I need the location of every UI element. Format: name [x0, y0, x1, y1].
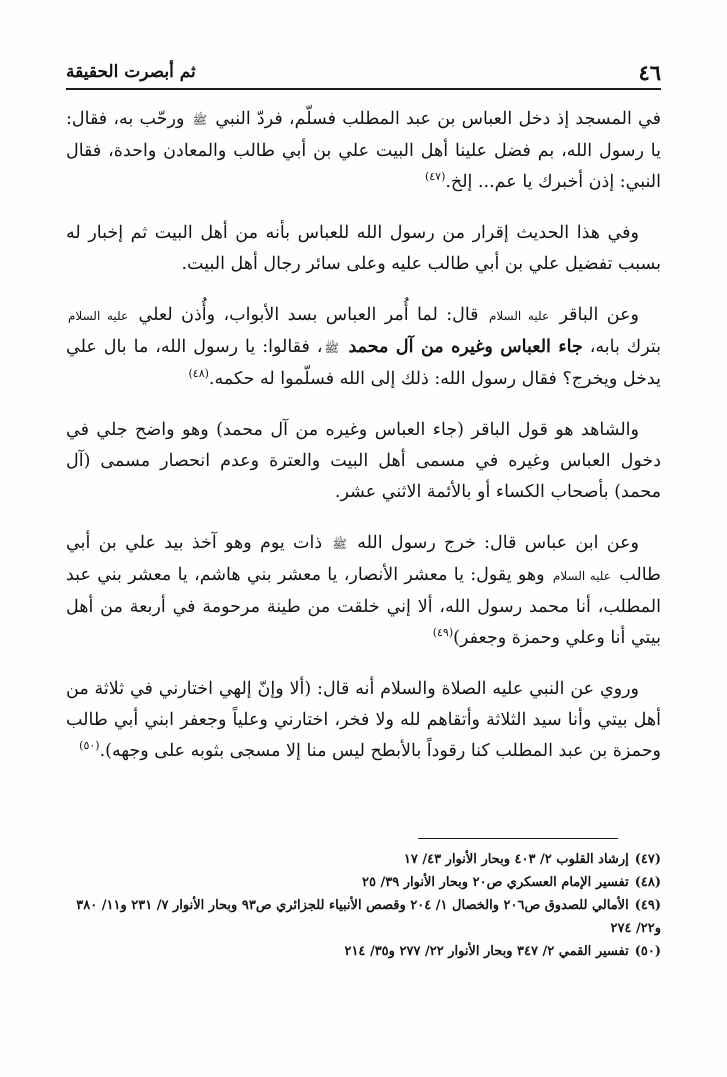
- paragraph-4: [66, 415, 661, 508]
- paragraph-2: [66, 218, 661, 280]
- paragraph-3: [66, 300, 661, 395]
- footnote-ref-48[interactable]: (٤٨): [188, 367, 209, 381]
- footnote-number: (٤٧): [634, 852, 661, 867]
- footnote-number: (٤٨): [634, 875, 661, 890]
- footnotes: [66, 848, 661, 963]
- honorific-glyph: ﷺ: [332, 537, 347, 551]
- main-text: [66, 104, 661, 787]
- paragraph-6: [66, 674, 661, 767]
- footnote-divider: [418, 838, 618, 839]
- footnote-text: إرشاد القلوب ٢/ ٤٠٣ وبحار الأنوار ٤٣/ ١٧: [403, 852, 629, 867]
- honorific-glyph: عليه السلام: [552, 569, 611, 583]
- text-run: بترك بابه،: [582, 337, 662, 357]
- honorific-glyph: عليه السلام: [68, 309, 129, 323]
- footnote-ref-49[interactable]: (٤٩): [432, 626, 454, 640]
- footnote-47: [66, 848, 661, 871]
- running-title: ثم أبصرت الحقيقة: [66, 62, 196, 82]
- honorific-glyph: عليه السلام: [488, 309, 550, 323]
- footnote-text: تفسير القمي ٢/ ٣٤٧ وبحار الأنوار ٢٢/ ٢٧٧ و٣٥/ ٢١٤: [344, 944, 629, 959]
- text-run: وفي هذا الحديث إقرار من رسول الله للعباس بأنه من أهل البيت ثم إخبار له بسبب تفضيل علي بن أبي طالب عليه وعلى سائر رجال أهل البيت.: [66, 223, 661, 274]
- text-run: ورحّب به، فقال: يا رسول الله، بم فضل علينا أهل البيت علي بن أبي طالب والمعادن واحدة، فقال النبي: إذن أخبرك يا عم... إلخ.: [66, 109, 661, 192]
- text-run: ، فقالوا: يا رسول الله، ما بال علي يدخل ويخرج؟ فقال رسول الله: ذلك إلى الله فسلّموا له حكمه.: [66, 337, 661, 389]
- text-run: في المسجد إذ دخل العباس بن عبد المطلب فسلّم، فردّ النبي: [209, 109, 661, 129]
- footnote-ref-47[interactable]: (٤٧): [424, 170, 446, 184]
- paragraph-5: [66, 528, 661, 654]
- footnote-49: [66, 894, 661, 940]
- honorific-glyph: ﷺ: [192, 113, 208, 127]
- page-number: ٤٦: [638, 60, 661, 85]
- text-run: قال: لما أُمر العباس بسد الأبواب، وأُذن لعلي: [130, 305, 487, 325]
- footnote-48: [66, 871, 661, 894]
- page-header: [66, 58, 661, 90]
- text-run: وروي عن النبي عليه الصلاة والسلام أنه قال: (ألا وإنّ إلهي اختارني في ثلاثة من أهل بيتي وأنا سيد الثلاثة وأتقاهم لله ولا فخر، اختارني وعلياً وجعفر ابني أبي طالب وحمزة بن عبد المطلب كنا رقوداً بالأبطح ليس منا إلا مسجى بثوبه على وجهه).: [66, 679, 661, 761]
- emphasized-text: جاء العباس وغيره من آل محمد: [340, 337, 583, 357]
- footnote-number: (٥٠): [634, 944, 661, 959]
- text-run: ذات يوم وهو آخذ بيد علي بن أبي طالب: [66, 533, 661, 585]
- footnote-50: [66, 940, 661, 963]
- footnote-number: (٤٩): [634, 898, 661, 913]
- footnote-text: الأمالي للصدوق ص٢٠٦ والخصال ١/ ٢٠٤ وقصص الأنبياء للجزائري ص٩٣ وبحار الأنوار ٧/ ٢٣١ و١١/ ٣٨٠ و٢٢/ ٢٧٤: [76, 898, 661, 936]
- footnote-ref-50[interactable]: (٥٠): [79, 739, 100, 753]
- text-run: والشاهد هو قول الباقر (جاء العباس وغيره من آل محمد) وهو واضح جلي في دخول العباس وغيره في مسمى أهل البيت والعترة وعدم انحصار مسمى (آل محمد) بأصحاب الكساء أو بالأئمة الاثني عشر.: [66, 420, 661, 502]
- footnote-text: تفسير الإمام العسكري ص٢٠ وبحار الأنوار ٣٩/ ٢٥: [362, 875, 629, 890]
- text-run: وعن الباقر: [551, 305, 639, 325]
- paragraph-1: [66, 104, 661, 198]
- honorific-glyph: ﷺ: [324, 341, 339, 355]
- text-run: وعن ابن عباس قال: خرج رسول الله: [348, 533, 639, 553]
- text-run: وهو يقول: يا معشر الأنصار، يا معشر بني هاشم، يا معشر بني عبد المطلب، أنا محمد رسول الله، ألا إني خلقت من طينة مرحومة في أربعة من أهل بيتي أنا وعلي وحمزة وجعفر): [66, 565, 661, 648]
